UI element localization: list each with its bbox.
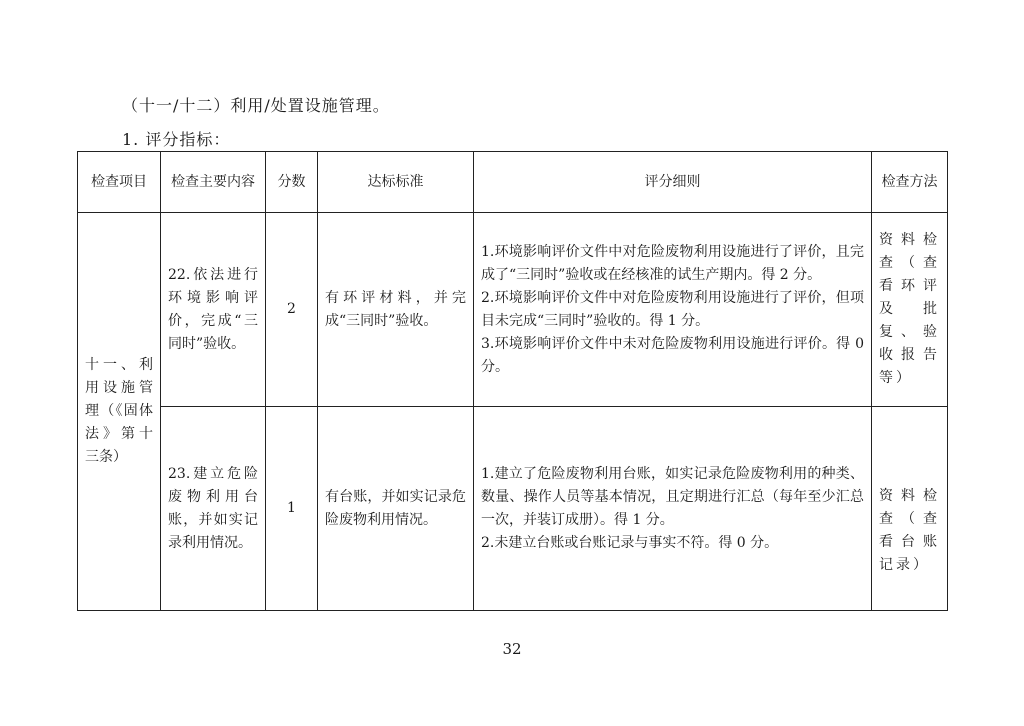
header-method: 检查方法 [872,152,948,213]
row-standard: 有台账，并如实记录危险废物利用情况。 [318,407,474,611]
row-content: 23.建立危险废物利用台账，并如实记录利用情况。 [161,407,266,611]
scoring-table [77,151,948,611]
header-content: 检查主要内容 [161,152,266,213]
detail-line: 1.建立了危险废物利用台账，如实记录危险废物利用的种类、数量、操作人员等基本情况，且定期进行汇总（每年至少汇总一次，并装订成册）。得 1 分。 [481,465,864,528]
row-score: 1 [266,407,318,611]
item-label: 十一、利用设施管理（《固体法》第十三条） [78,213,161,611]
header-detail: 评分细则 [474,152,872,213]
row-standard: 有环评材料，并完成“三同时”验收。 [318,213,474,407]
detail-line: 1.环境影响评价文件中对危险废物利用设施进行了评价，且完成了“三同时”验收或在经核准的试生产期内。得 2 分。 [481,243,864,283]
row-content: 22.依法进行环境影响评价，完成“三同时”验收。 [161,213,266,407]
row-method: 资料检查（查看台账记录） [872,407,948,611]
detail-line: 2.环境影响评价文件中对危险废物利用设施进行了评价，但项目未完成“三同时”验收的。得 1 分。 [481,289,864,329]
header-score: 分数 [266,152,318,213]
section-heading: （十一/十二）利用/处置设施管理。 [122,96,390,115]
detail-line: 3.环境影响评价文件中未对危险废物利用设施进行评价。得 0 分。 [481,335,864,375]
row-score: 2 [266,213,318,407]
row-detail [474,407,872,611]
table-row [78,407,948,611]
detail-line: 2.未建立台账或台账记录与事实不符。得 0 分。 [481,534,779,551]
subheading: 1. 评分指标： [122,130,231,149]
row-detail [474,213,872,407]
page-number: 32 [502,640,522,658]
header-item: 检查项目 [78,152,161,213]
header-standard: 达标标准 [318,152,474,213]
table-row [78,213,948,407]
table-header-row [78,152,948,213]
row-method: 资料检查（查看环评及批复、验收报告等） [872,213,948,407]
